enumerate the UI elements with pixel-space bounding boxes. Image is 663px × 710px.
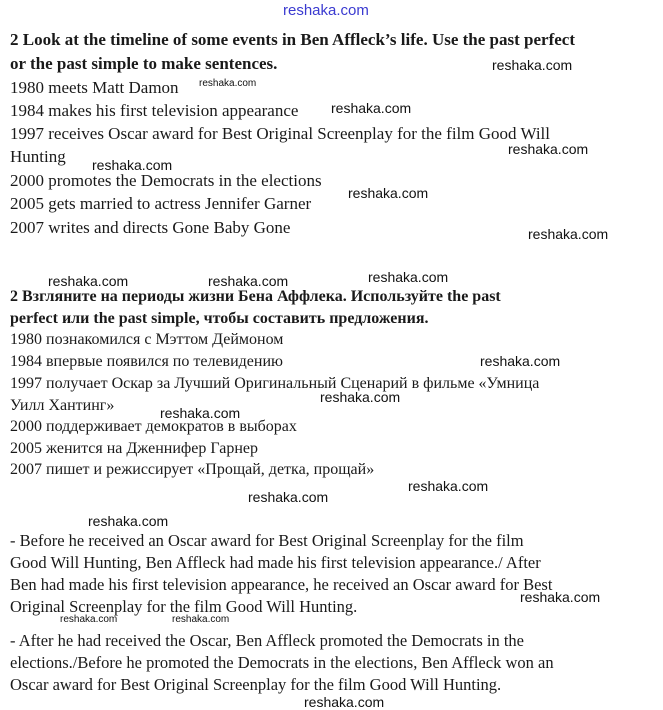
russian-heading-line2: perfect или the past simple, чтобы составить предложения.: [10, 310, 429, 327]
watermark: reshaka.com: [492, 57, 573, 73]
russian-item: Уилл Хантинг»: [10, 397, 115, 414]
answer-line: Oscar award for Best Original Screenplay for the film Good Will Hunting.: [10, 675, 502, 694]
russian-item: 1984 впервые появился по телевидению: [10, 353, 283, 370]
watermark: reshaka.com: [368, 269, 449, 285]
english-heading-line2: or the past simple to make sentences.: [10, 54, 278, 73]
english-item: 2000 promotes the Democrats in the elections: [10, 171, 322, 190]
english-item: 1980 meets Matt Damon: [10, 78, 179, 97]
russian-item: 1997 получает Оскар за Лучший Оригинальный Сценарий в фильме «Умница: [10, 375, 540, 392]
watermark: reshaka.com: [304, 694, 385, 710]
russian-heading-line1: 2 Взгляните на периоды жизни Бена Аффлека. Используйте the past: [10, 288, 501, 305]
watermark: reshaka.com: [331, 100, 412, 116]
watermark-top: reshaka.com: [283, 2, 369, 19]
watermark: reshaka.com: [520, 589, 601, 605]
russian-item: 1980 познакомился с Мэттом Деймоном: [10, 331, 284, 348]
watermark: reshaka.com: [88, 513, 169, 529]
russian-item: 2005 женится на Дженнифер Гарнер: [10, 440, 259, 457]
answer-line: Original Screenplay for the film Good Will Hunting.: [10, 597, 358, 616]
watermark: reshaka.com: [408, 478, 489, 494]
watermark: reshaka.com: [480, 353, 561, 369]
watermark: reshaka.com: [348, 185, 429, 201]
watermark-small: reshaka.com: [172, 614, 230, 625]
answer-line: - After he had received the Oscar, Ben Affleck promoted the Democrats in the: [10, 631, 525, 650]
russian-item: 2007 пишет и режиссирует «Прощай, детка, прощай»: [10, 461, 375, 478]
answer-line: Good Will Hunting, Ben Affleck had made his first television appearance./ After: [10, 553, 541, 572]
watermark: reshaka.com: [248, 489, 329, 505]
russian-item: 2000 поддерживает демократов в выборах: [10, 418, 297, 435]
watermark-small: reshaka.com: [199, 78, 257, 89]
watermark: reshaka.com: [92, 157, 173, 173]
watermark: reshaka.com: [160, 405, 241, 421]
watermark: reshaka.com: [320, 389, 401, 405]
english-item: 1997 receives Oscar award for Best Original Screenplay for the film Good Will: [10, 124, 550, 143]
answer-line: elections./Before he promoted the Democrats in the elections, Ben Affleck won an: [10, 653, 554, 672]
english-item: 2007 writes and directs Gone Baby Gone: [10, 218, 291, 237]
answer-line: - Before he received an Oscar award for Best Original Screenplay for the film: [10, 531, 524, 550]
watermark-small: reshaka.com: [60, 614, 118, 625]
watermark: reshaka.com: [528, 226, 609, 242]
watermark: reshaka.com: [508, 141, 589, 157]
english-item: 1984 makes his first television appearance: [10, 101, 299, 120]
watermark: reshaka.com: [208, 273, 289, 289]
english-item: Hunting: [10, 147, 66, 166]
english-heading-line1: 2 Look at the timeline of some events in Ben Affleck’s life. Use the past perfect: [10, 30, 575, 49]
answer-line: Ben had made his first television appearance, he received an Oscar award for Best: [10, 575, 553, 594]
english-item: 2005 gets married to actress Jennifer Garner: [10, 194, 312, 213]
watermark: reshaka.com: [48, 273, 129, 289]
